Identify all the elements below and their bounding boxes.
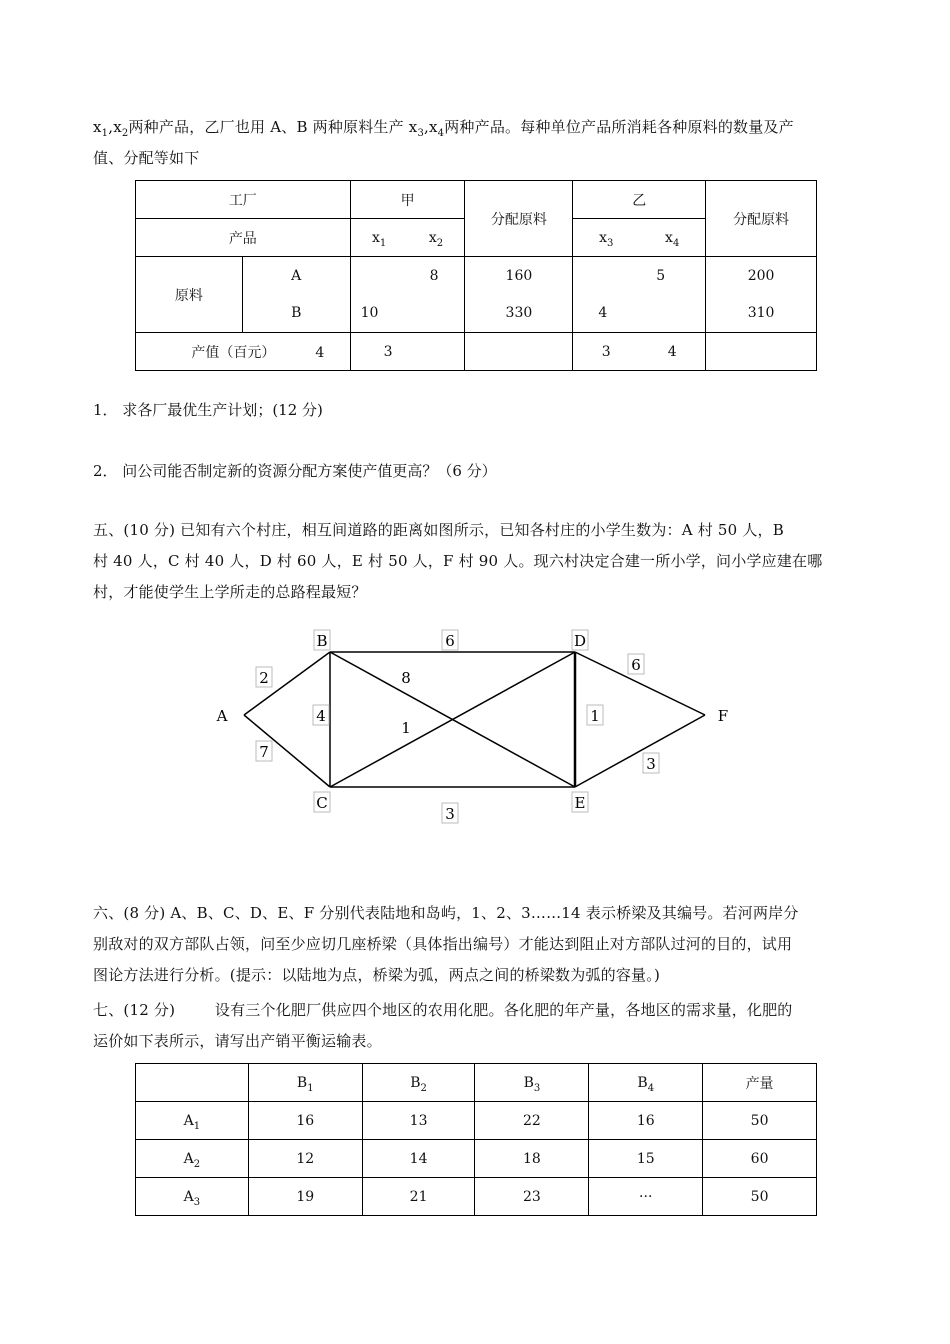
table-row: [136, 1140, 817, 1178]
row-header-a1: $A_1$: [136, 1102, 249, 1140]
var-x: x: [93, 118, 102, 136]
header-b2: $B_2$: [362, 1064, 475, 1102]
alloc-header-jia: 分配原料: [465, 181, 573, 257]
table-row: [136, 1178, 817, 1216]
question-1: 1． 求各厂最优生产计划；(12 分): [93, 401, 323, 419]
cell: 18: [475, 1140, 589, 1178]
row-header-a2: $A_2$: [136, 1140, 249, 1178]
header-output: 产量: [703, 1064, 817, 1102]
weight-bc: 4: [316, 707, 326, 725]
cell: 14: [362, 1140, 475, 1178]
section-7-line-1: 七、(12 分) 设有三个化肥厂供应四个地区的农用化肥。各化肥的年产量，各地区的需求量，化肥的: [93, 1001, 793, 1019]
cell: 50: [703, 1178, 817, 1216]
section-7-line-2: 运价如下表所示，请写出产销平衡运输表。: [93, 1032, 382, 1050]
weight-de: 1: [590, 707, 600, 725]
cell: 16: [248, 1102, 362, 1140]
yi-material-values: 5 4: [573, 257, 706, 333]
weight-bd: 6: [445, 632, 455, 650]
intro-text: 两种产品，乙厂也用 A、B 两种原料生产 x: [128, 118, 418, 136]
intro-line-2: 值、分配等如下: [93, 149, 200, 167]
weight-ef: 3: [646, 755, 656, 773]
table-row: [136, 1102, 817, 1140]
yi-alloc-values: 200 310: [706, 257, 817, 333]
cell: 19: [248, 1178, 362, 1216]
cell: 21: [362, 1178, 475, 1216]
material-label: 原料: [136, 257, 243, 333]
node-e: E: [574, 794, 586, 812]
cell: 13: [362, 1102, 475, 1140]
yi-header: 乙: [573, 181, 706, 219]
cell: 60: [703, 1140, 817, 1178]
sub: 2: [121, 128, 129, 139]
jia-products: $x_1$ $x_2$: [350, 219, 465, 257]
cell: 12: [248, 1140, 362, 1178]
row-header-a3: $A_3$: [136, 1178, 249, 1216]
value-x2: 3: [350, 333, 465, 371]
header-b4: $B_4$: [589, 1064, 703, 1102]
value-row-label: 产值（百元） 4: [136, 333, 351, 371]
weight-df: 6: [631, 656, 641, 674]
header-b1: $B_1$: [248, 1064, 362, 1102]
cell: 22: [475, 1102, 589, 1140]
sub: 3: [417, 128, 425, 139]
section-5-line-2: 村 40 人，C 村 40 人，D 村 60 人，E 村 50 人，F 村 90 人。现六村决定合建一所小学，问小学应建在哪: [93, 552, 823, 570]
node-d: D: [573, 632, 587, 650]
weight-cd: 1: [401, 719, 411, 737]
section-6: [93, 898, 859, 991]
cell: 23: [475, 1178, 589, 1216]
jia-header: 甲: [350, 181, 465, 219]
node-f: F: [717, 707, 729, 725]
weight-be: 8: [401, 669, 411, 687]
section-6-line-2: 别敌对的双方部队占领，问至少应切几座桥梁（具体指出编号）才能达到阻止对方部队过河的目的，试用: [93, 935, 793, 953]
factory-header: 工厂: [136, 181, 351, 219]
section-7: [93, 995, 859, 1057]
weight-ab: 2: [259, 669, 269, 687]
yi-products: $x_3$ $x_4$: [573, 219, 706, 257]
var-x: ,x: [424, 118, 438, 136]
section-5-line-1: 五、(10 分) 已知有六个村庄，相互间道路的距离如图所示，已知各村庄的小学生数为：A 村 50 人，B: [93, 521, 784, 539]
cell: 15: [589, 1140, 703, 1178]
var-x: ,x: [108, 118, 122, 136]
intro-text: 两种产品。每种单位产品所消耗各种原料的数量及产: [444, 118, 794, 136]
section-6-line-1: 六、(8 分) A、B、C、D、E、F 分别代表陆地和岛屿，1、2、3……14 表示桥梁及其编号。若河两岸分: [93, 904, 799, 922]
cell: 16: [589, 1102, 703, 1140]
node-c: C: [316, 794, 328, 812]
cell: ···: [589, 1178, 703, 1216]
corner-cell: [136, 1064, 249, 1102]
question-2: 2． 问公司能否制定新的资源分配方案使产值更高？（6 分）: [93, 462, 497, 480]
alloc-header-yi: 分配原料: [706, 181, 817, 257]
edge-ef: [575, 715, 705, 787]
transport-table: [135, 1063, 817, 1216]
value-yi: 3 4: [573, 333, 706, 371]
material-names: A B: [242, 257, 350, 333]
jia-alloc-values: 160 330: [465, 257, 573, 333]
section-6-line-3: 图论方法进行分析。(提示：以陆地为点，桥梁为弧，两点之间的桥梁数为弧的容量。): [93, 966, 661, 984]
sub: 1: [101, 128, 109, 139]
node-a: A: [216, 707, 228, 725]
weight-ce: 3: [445, 805, 455, 823]
header-b3: $B_3$: [475, 1064, 589, 1102]
product-header: 产品: [136, 219, 351, 257]
sub: 4: [437, 128, 445, 139]
section-5-line-3: 村，才能使学生上学所走的总路程最短？: [93, 583, 367, 601]
cell: 50: [703, 1102, 817, 1140]
jia-material-values: 8 10: [350, 257, 465, 333]
weight-ac: 7: [259, 743, 269, 761]
node-b: B: [316, 632, 328, 650]
